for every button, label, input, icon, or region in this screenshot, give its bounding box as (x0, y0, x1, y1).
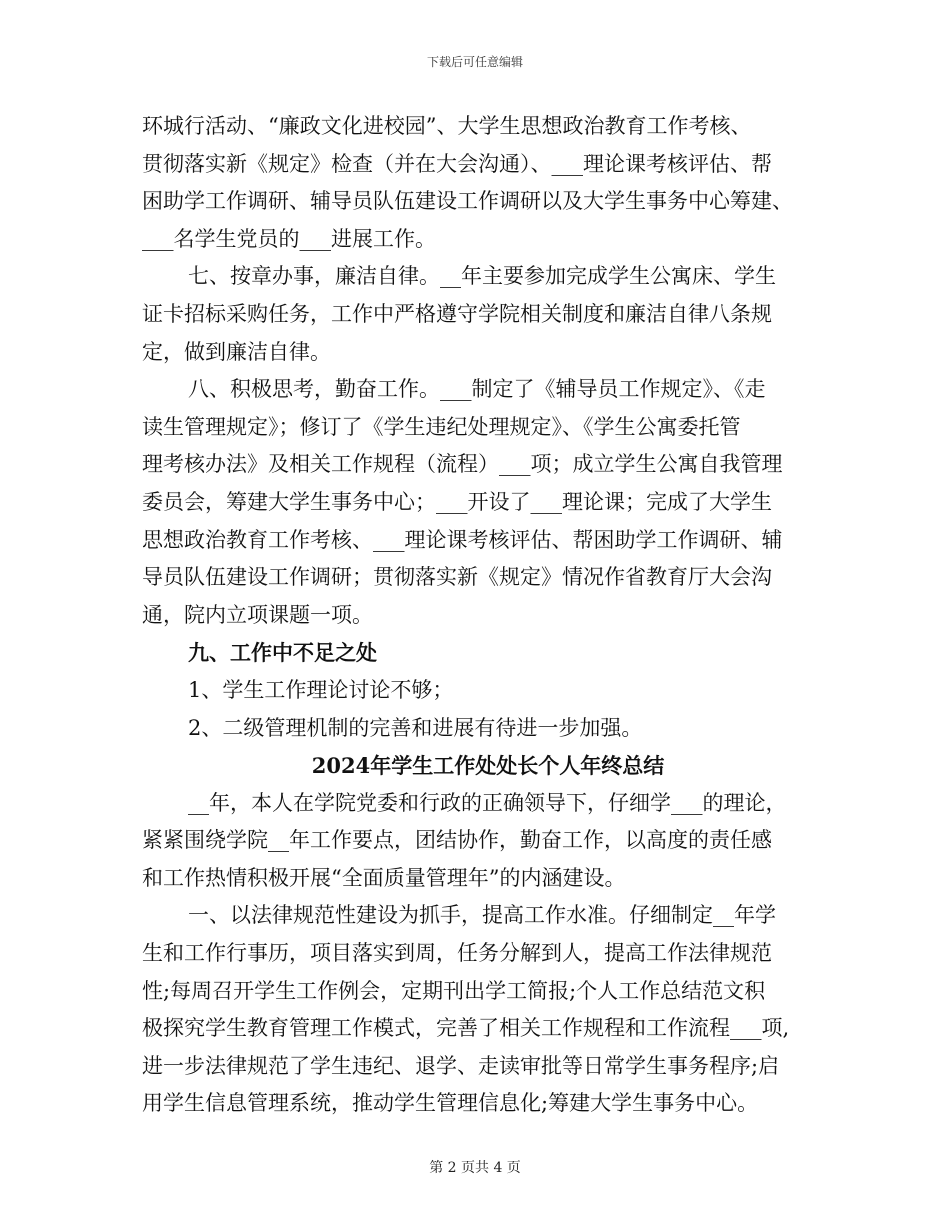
paragraph-line: 环城行活动、“廉政文化进校园”、大学生思想政治教育工作考核、 (142, 114, 752, 138)
paragraph-line: 导员队伍建设工作调研；贯彻落实新《规定》情况作省教育厅大会沟 (142, 565, 772, 590)
paragraph-line: 理考核办法》及相关工作规程（流程）___项；成立学生公寓自我管理 (142, 452, 783, 477)
page-footer: 第 2 页共 4 页 (429, 1160, 521, 1176)
paragraph-line: 和工作热情积极开展“全面质量管理年”的内涵建设。 (142, 865, 626, 890)
paragraph-line: 委员会，筹建大学生事务中心；___开设了___理论课；完成了大学生 (142, 489, 772, 514)
paragraph-line: 八、积极思考，勤奋工作。___制定了《辅导员工作规定》、《走 (188, 377, 766, 402)
paragraph-line: 读生管理规定》；修订了《学生违纪处理规定》、《学生公寓委托管 (142, 414, 741, 439)
paragraph-line: __年，本人在学院党委和行政的正确领导下，仔细学___的理论， (188, 790, 787, 815)
paragraph-line: 困助学工作调研、辅导员队伍建设工作调研以及大学生事务中心筹建、 (142, 189, 793, 214)
paragraph-line: 进一步法律规范了学生违纪、退学、走读审批等日常学生事务程序;启 (142, 1053, 780, 1078)
paragraph-line: 七、按章办事，廉洁自律。__年主要参加完成学生公寓床、学生 (188, 264, 776, 289)
paragraph-line: 思想政治教育工作考核、___理论课考核评估、帮困助学工作调研、辅 (142, 527, 783, 552)
paragraph-line: ___名学生党员的___进展工作。 (142, 226, 436, 251)
paragraph-line: 贯彻落实新《规定》检查（并在大会沟通）、___理论课考核评估、帮 (142, 151, 772, 176)
list-item: 2、二级管理机制的完善和进展有待进一步加强。 (188, 715, 643, 740)
paragraph-line: 用学生信息管理系统，推动学生管理信息化;筹建大学生事务中心。 (142, 1091, 759, 1116)
page-header: 下载后可任意编辑 (426, 55, 523, 69)
paragraph-line: 生和工作行事历，项目落实到周，任务分解到人，提高工作法律规范 (142, 941, 772, 966)
paragraph-line: 证卡招标采购任务，工作中严格遵守学院相关制度和廉洁自律八条规 (142, 301, 772, 326)
paragraph-line: 定，做到廉洁自律。 (142, 339, 331, 364)
paragraph-line: 一、以法律规范性建设为抓手，提高工作水准。仔细制定__年学 (188, 903, 776, 928)
document-body (142, 108, 814, 1123)
paragraph-line: 紧紧围绕学院__年工作要点，团结协作，勤奋工作，以高度的责任感 (142, 828, 772, 853)
paragraph-line: 通，院内立项课题一项。 (142, 602, 373, 627)
paragraph-line: 性;每周召开学生工作例会，定期刊出学工简报;个人工作总结范文积 (142, 978, 766, 1003)
document-title: 2024年学生工作处处长个人年终总结 (311, 753, 665, 779)
list-item: 1、学生工作理论讨论不够； (188, 677, 454, 702)
section-heading: 九、工作中不足之处 (188, 640, 377, 666)
paragraph-line: 极探究学生教育管理工作模式，完善了相关工作规程和工作流程___项, (142, 1016, 790, 1041)
